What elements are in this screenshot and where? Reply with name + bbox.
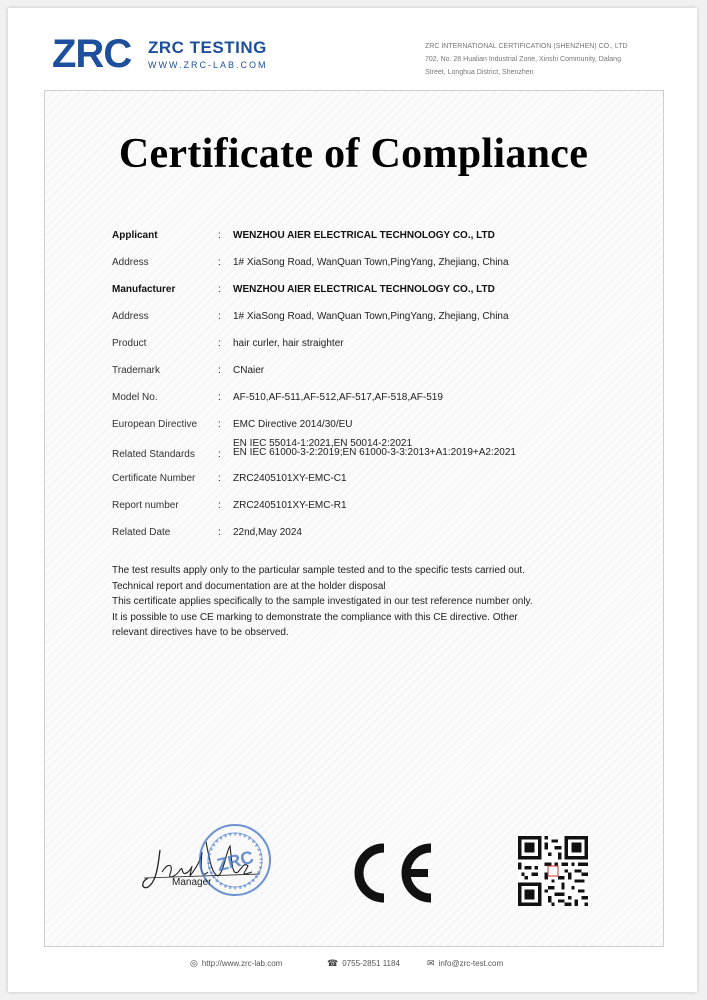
address-line: ZRC INTERNATIONAL CERTIFICATION (SHENZHEN) CO., LTD <box>425 43 628 50</box>
manager-label: Manager <box>172 877 212 888</box>
field-value: CNaier <box>233 365 265 376</box>
brand-title: ZRC TESTING <box>148 38 267 57</box>
field-label: Applicant <box>112 230 158 241</box>
certificate-frame <box>44 90 664 947</box>
field-label: Report number <box>112 500 179 511</box>
phone-icon: ☎ <box>327 958 339 968</box>
field-label: Address <box>112 311 149 322</box>
field-separator: : <box>218 473 221 484</box>
certificate-title: Certificate of Compliance <box>118 131 589 177</box>
field-label: Manufacturer <box>112 284 176 295</box>
footer-website: ◎ http://www.zrc-lab.com <box>190 958 283 968</box>
field-separator: : <box>218 338 221 349</box>
globe-icon: ◎ <box>190 958 198 968</box>
field-label: Related Date <box>112 527 171 538</box>
field-applicant-address <box>112 256 592 272</box>
field-label: Related Standards <box>112 449 195 460</box>
field-value: 1# XiaSong Road, WanQuan Town,PingYang, Zhejiang, China <box>233 311 509 322</box>
field-report-number <box>112 499 592 515</box>
field-applicant <box>112 229 592 245</box>
field-separator: : <box>218 449 221 460</box>
note-line: relevant directives have to be observed. <box>112 627 289 639</box>
field-model-no <box>112 391 592 407</box>
certificate-footer <box>190 958 610 972</box>
field-value: WENZHOU AIER ELECTRICAL TECHNOLOGY CO., LTD <box>233 230 495 241</box>
field-value: ZRC2405101XY-EMC-C1 <box>233 473 347 484</box>
ce-mark-logo <box>344 842 436 904</box>
field-manufacturer <box>112 283 592 299</box>
field-value: WENZHOU AIER ELECTRICAL TECHNOLOGY CO., LTD <box>233 284 495 295</box>
field-separator: : <box>218 311 221 322</box>
field-separator: : <box>218 230 221 241</box>
logo-text <box>148 38 268 70</box>
company-address <box>425 40 665 79</box>
note-line: This certificate applies specifically to the sample investigated in our test reference number only. <box>112 596 533 608</box>
field-label: European Directive <box>112 419 198 430</box>
logo-mark: ZRC <box>52 32 132 76</box>
qr-code <box>518 836 588 906</box>
field-separator: : <box>218 365 221 376</box>
field-value: EN IEC 55014-1:2021,EN 50014-2:2021 <box>233 438 413 449</box>
footer-phone: ☎ 0755-2851 1184 <box>327 958 400 968</box>
field-manufacturer-address <box>112 310 592 326</box>
field-value: 22nd,May 2024 <box>233 527 302 538</box>
field-certificate-number <box>112 472 592 488</box>
field-related-standards <box>112 438 592 469</box>
field-label: Model No. <box>112 392 158 403</box>
field-related-date <box>112 526 592 542</box>
field-label: Certificate Number <box>112 473 196 484</box>
field-separator: : <box>218 500 221 511</box>
field-trademark <box>112 364 592 380</box>
field-separator: : <box>218 284 221 295</box>
note-line: It is possible to use CE marking to demonstrate the compliance with this CE directive. Other <box>112 611 518 623</box>
field-label: Address <box>112 257 149 268</box>
footer-email: ✉ info@zrc-test.com <box>427 958 504 968</box>
field-value: AF-510,AF-511,AF-512,AF-517,AF-518,AF-519 <box>233 392 443 403</box>
field-value: EMC Directive 2014/30/EU <box>233 419 353 430</box>
field-value: hair curler, hair straighter <box>233 338 344 349</box>
field-label: Product <box>112 338 147 349</box>
field-value: ZRC2405101XY-EMC-R1 <box>233 500 347 511</box>
certificate-notes <box>112 563 582 641</box>
mail-icon: ✉ <box>427 958 435 968</box>
field-separator: : <box>218 527 221 538</box>
field-european-directive <box>112 418 592 434</box>
field-value: 1# XiaSong Road, WanQuan Town,PingYang, Zhejiang, China <box>233 257 509 268</box>
stamp-text: ZRC <box>214 846 256 876</box>
field-separator: : <box>218 419 221 430</box>
address-line: 702, No. 28 Hualian Industrial Zone, Xinshi Community, Dalang <box>425 56 621 63</box>
field-label: Trademark <box>112 365 160 376</box>
field-value-line2: EN IEC 61000-3-2:2019;EN 61000-3-3:2013+A1:2019+A2:2021 <box>233 447 516 458</box>
note-line: The test results apply only to the particular sample tested and to the specific tests carried out. <box>112 565 525 576</box>
brand-url: WWW.ZRC-LAB.COM <box>148 60 268 70</box>
field-separator: : <box>218 392 221 403</box>
note-line: Technical report and documentation are at the holder disposal <box>112 580 386 592</box>
address-line: Street, Longhua District, Shenzhen <box>425 69 534 76</box>
field-separator: : <box>218 257 221 268</box>
field-product <box>112 337 592 353</box>
